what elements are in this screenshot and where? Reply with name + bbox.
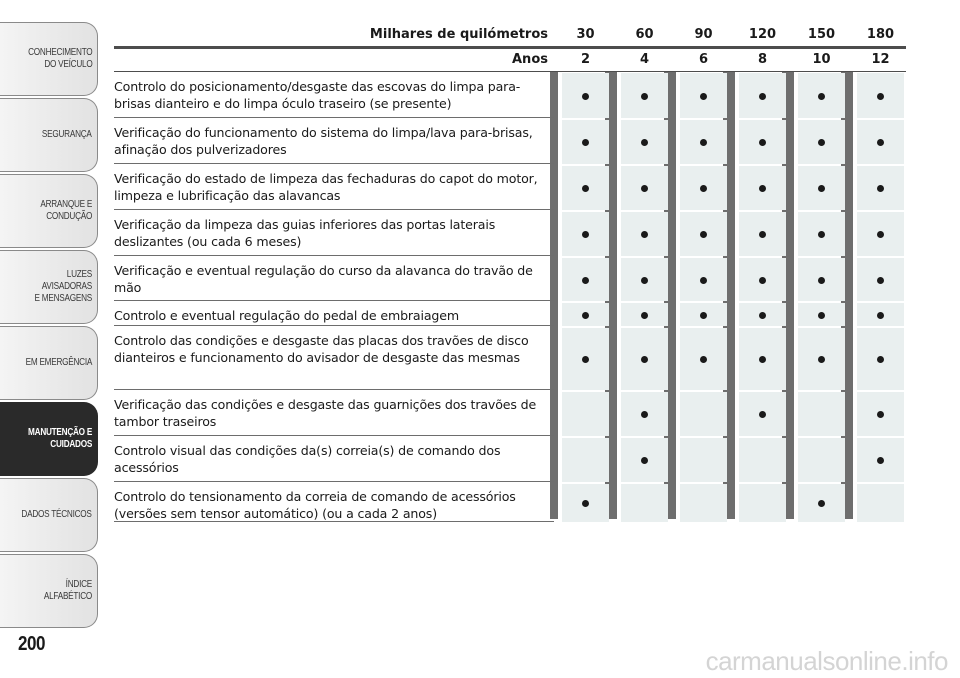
- row-description: Verificação das condições e desgaste das guarnições dos travões de tambor traseiros: [114, 397, 537, 429]
- chapter-tab-label: EM EMERGÊNCIA: [25, 357, 92, 368]
- interval-cell: [798, 212, 845, 256]
- interval-cell: [857, 438, 904, 482]
- interval-cell: [857, 73, 904, 118]
- check-dot-icon: [641, 457, 648, 464]
- check-dot-icon: [700, 139, 707, 146]
- check-dot-icon: [759, 93, 766, 100]
- header-years-value: 6: [698, 52, 709, 67]
- table-row: [114, 118, 906, 164]
- check-dot-icon: [641, 411, 648, 418]
- check-dot-icon: [641, 277, 648, 284]
- row-description: Controlo das condições e desgaste das placas dos travões de disco dianteiros e funcionamento do avisador de desgaste das mesmas: [114, 333, 529, 365]
- interval-cell: [739, 166, 786, 210]
- interval-cell: [680, 120, 727, 164]
- interval-cell: [798, 328, 845, 390]
- interval-cell: [739, 212, 786, 256]
- interval-cell: [857, 212, 904, 256]
- interval-cell: [798, 120, 845, 164]
- check-dot-icon: [759, 356, 766, 363]
- interval-cell: [562, 484, 609, 522]
- interval-cell: [621, 73, 668, 118]
- check-dot-icon: [818, 277, 825, 284]
- table-row: [114, 256, 906, 301]
- check-dot-icon: [582, 356, 589, 363]
- table-row: [114, 390, 906, 436]
- check-dot-icon: [759, 139, 766, 146]
- interval-cell: [680, 328, 727, 390]
- check-dot-icon: [877, 185, 884, 192]
- check-dot-icon: [877, 312, 884, 319]
- interval-cell: [680, 258, 727, 301]
- check-dot-icon: [582, 139, 589, 146]
- table-row: [114, 436, 906, 482]
- check-dot-icon: [700, 312, 707, 319]
- row-description: Verificação da limpeza das guias inferiores das portas laterais deslizantes (ou cada 6 meses): [114, 217, 496, 249]
- row-description: Controlo e eventual regulação do pedal de embraiagem: [114, 308, 459, 323]
- check-dot-icon: [877, 277, 884, 284]
- chapter-tab-7[interactable]: [0, 478, 98, 552]
- check-dot-icon: [818, 500, 825, 507]
- check-dot-icon: [877, 457, 884, 464]
- header-km-value: 180: [866, 27, 895, 42]
- check-dot-icon: [759, 411, 766, 418]
- row-description: Verificação e eventual regulação do curso da alavanca do travão de mão: [114, 263, 533, 295]
- table-row: [114, 301, 906, 326]
- row-description: Controlo do posicionamento/desgaste das escovas do limpa para-brisas dianteiro e do limpa óculo traseiro (se presente): [114, 79, 521, 111]
- check-dot-icon: [700, 93, 707, 100]
- check-dot-icon: [582, 312, 589, 319]
- check-dot-icon: [759, 231, 766, 238]
- interval-cell: [562, 303, 609, 326]
- interval-cell: [621, 303, 668, 326]
- check-dot-icon: [759, 185, 766, 192]
- interval-cell: [621, 120, 668, 164]
- interval-cell: [621, 328, 668, 390]
- interval-cell: [739, 484, 786, 522]
- header-km-label: Milhares de quilómetros: [369, 27, 548, 42]
- header-km-value: 60: [635, 27, 654, 42]
- check-dot-icon: [818, 312, 825, 319]
- header-years-row: [114, 49, 906, 71]
- interval-cell: [798, 303, 845, 326]
- interval-cell: [739, 120, 786, 164]
- check-dot-icon: [877, 139, 884, 146]
- interval-cell: [680, 392, 727, 436]
- header-years-value: 4: [639, 52, 650, 67]
- header-km-row: [114, 24, 906, 46]
- interval-cell: [739, 328, 786, 390]
- interval-cell: [857, 484, 904, 522]
- interval-cell: [857, 303, 904, 326]
- row-description: Controlo do tensionamento da correia de comando de acessórios (versões sem tensor automático) (ou a cada 2 anos): [114, 489, 516, 521]
- check-dot-icon: [641, 312, 648, 319]
- interval-cell: [562, 438, 609, 482]
- interval-cell: [562, 166, 609, 210]
- interval-cell: [739, 438, 786, 482]
- chapter-tab-5[interactable]: [0, 326, 98, 400]
- check-dot-icon: [818, 93, 825, 100]
- chapter-tab-label: ÍNDICE ALFABÉTICO: [43, 579, 92, 602]
- chapter-tab-8[interactable]: [0, 554, 98, 628]
- check-dot-icon: [641, 185, 648, 192]
- chapter-tab-1[interactable]: [0, 22, 98, 96]
- interval-cell: [562, 120, 609, 164]
- header-years-label: Anos: [512, 52, 548, 67]
- interval-cell: [857, 166, 904, 210]
- chapter-tab-label: MANUTENÇÃO E CUIDADOS: [27, 427, 92, 450]
- interval-cell: [680, 438, 727, 482]
- check-dot-icon: [641, 139, 648, 146]
- header-km-value: 30: [576, 27, 595, 42]
- interval-cell: [680, 73, 727, 118]
- interval-cell: [857, 258, 904, 301]
- chapter-tab-3[interactable]: [0, 174, 98, 248]
- chapter-tab-label: LUZES AVISADORAS E MENSAGENS: [34, 269, 92, 304]
- interval-cell: [739, 392, 786, 436]
- interval-cell: [562, 392, 609, 436]
- interval-cell: [798, 484, 845, 522]
- chapter-tab-label: DADOS TÉCNICOS: [21, 509, 92, 520]
- check-dot-icon: [582, 93, 589, 100]
- chapter-tab-6[interactable]: [0, 402, 98, 476]
- check-dot-icon: [641, 356, 648, 363]
- interval-cell: [621, 166, 668, 210]
- check-dot-icon: [700, 185, 707, 192]
- interval-cell: [857, 328, 904, 390]
- interval-cell: [857, 392, 904, 436]
- interval-cell: [562, 212, 609, 256]
- interval-cell: [798, 438, 845, 482]
- table-row: [114, 326, 906, 390]
- row-description: Verificação do estado de limpeza das fechaduras do capot do motor, limpeza e lubrificação das alavancas: [114, 171, 538, 203]
- page-number: 200: [18, 633, 46, 655]
- interval-cell: [798, 258, 845, 301]
- table-row: [114, 72, 906, 118]
- check-dot-icon: [818, 185, 825, 192]
- interval-cell: [562, 258, 609, 301]
- interval-cell: [680, 303, 727, 326]
- interval-cell: [739, 73, 786, 118]
- row-divider: [114, 521, 554, 522]
- check-dot-icon: [700, 356, 707, 363]
- check-dot-icon: [700, 231, 707, 238]
- row-description: Verificação do funcionamento do sistema do limpa/lava para-brisas, afinação dos pulverizadores: [114, 125, 533, 157]
- interval-cell: [621, 484, 668, 522]
- check-dot-icon: [877, 356, 884, 363]
- interval-cell: [680, 484, 727, 522]
- chapter-tab-label: ARRANQUE E CONDUÇÃO: [40, 199, 92, 222]
- interval-cell: [621, 212, 668, 256]
- check-dot-icon: [641, 93, 648, 100]
- check-dot-icon: [582, 500, 589, 507]
- check-dot-icon: [641, 231, 648, 238]
- header-years-value: 12: [871, 52, 890, 67]
- table-row: [114, 210, 906, 256]
- header-km-value: 150: [807, 27, 836, 42]
- interval-cell: [621, 258, 668, 301]
- interval-cell: [798, 166, 845, 210]
- check-dot-icon: [818, 356, 825, 363]
- check-dot-icon: [877, 411, 884, 418]
- interval-cell: [798, 73, 845, 118]
- header-km-value: 90: [694, 27, 713, 42]
- header-years-value: 8: [757, 52, 768, 67]
- chapter-tab-label: CONHECIMENTO DO VEÍCULO: [27, 47, 92, 70]
- check-dot-icon: [759, 312, 766, 319]
- watermark: carmanualsonline.info: [705, 646, 948, 676]
- interval-cell: [680, 212, 727, 256]
- interval-cell: [798, 392, 845, 436]
- table-row: [114, 482, 906, 522]
- interval-cell: [621, 438, 668, 482]
- check-dot-icon: [582, 231, 589, 238]
- check-dot-icon: [877, 93, 884, 100]
- interval-cell: [562, 328, 609, 390]
- check-dot-icon: [759, 277, 766, 284]
- interval-cell: [857, 120, 904, 164]
- check-dot-icon: [818, 139, 825, 146]
- chapter-tab-2[interactable]: [0, 98, 98, 172]
- header-km-value: 120: [748, 27, 777, 42]
- interval-cell: [680, 166, 727, 210]
- table-row: [114, 164, 906, 210]
- chapter-tab-4[interactable]: [0, 250, 98, 324]
- check-dot-icon: [818, 231, 825, 238]
- header-years-value: 2: [580, 52, 591, 67]
- interval-cell: [562, 73, 609, 118]
- interval-cell: [621, 392, 668, 436]
- check-dot-icon: [582, 277, 589, 284]
- chapter-tab-label: SEGURANÇA: [42, 129, 92, 140]
- check-dot-icon: [700, 277, 707, 284]
- check-dot-icon: [582, 185, 589, 192]
- header-years-value: 10: [812, 52, 831, 67]
- check-dot-icon: [877, 231, 884, 238]
- interval-cell: [739, 258, 786, 301]
- row-description: Controlo visual das condições da(s) correia(s) de comando dos acessórios: [114, 443, 501, 475]
- interval-cell: [739, 303, 786, 326]
